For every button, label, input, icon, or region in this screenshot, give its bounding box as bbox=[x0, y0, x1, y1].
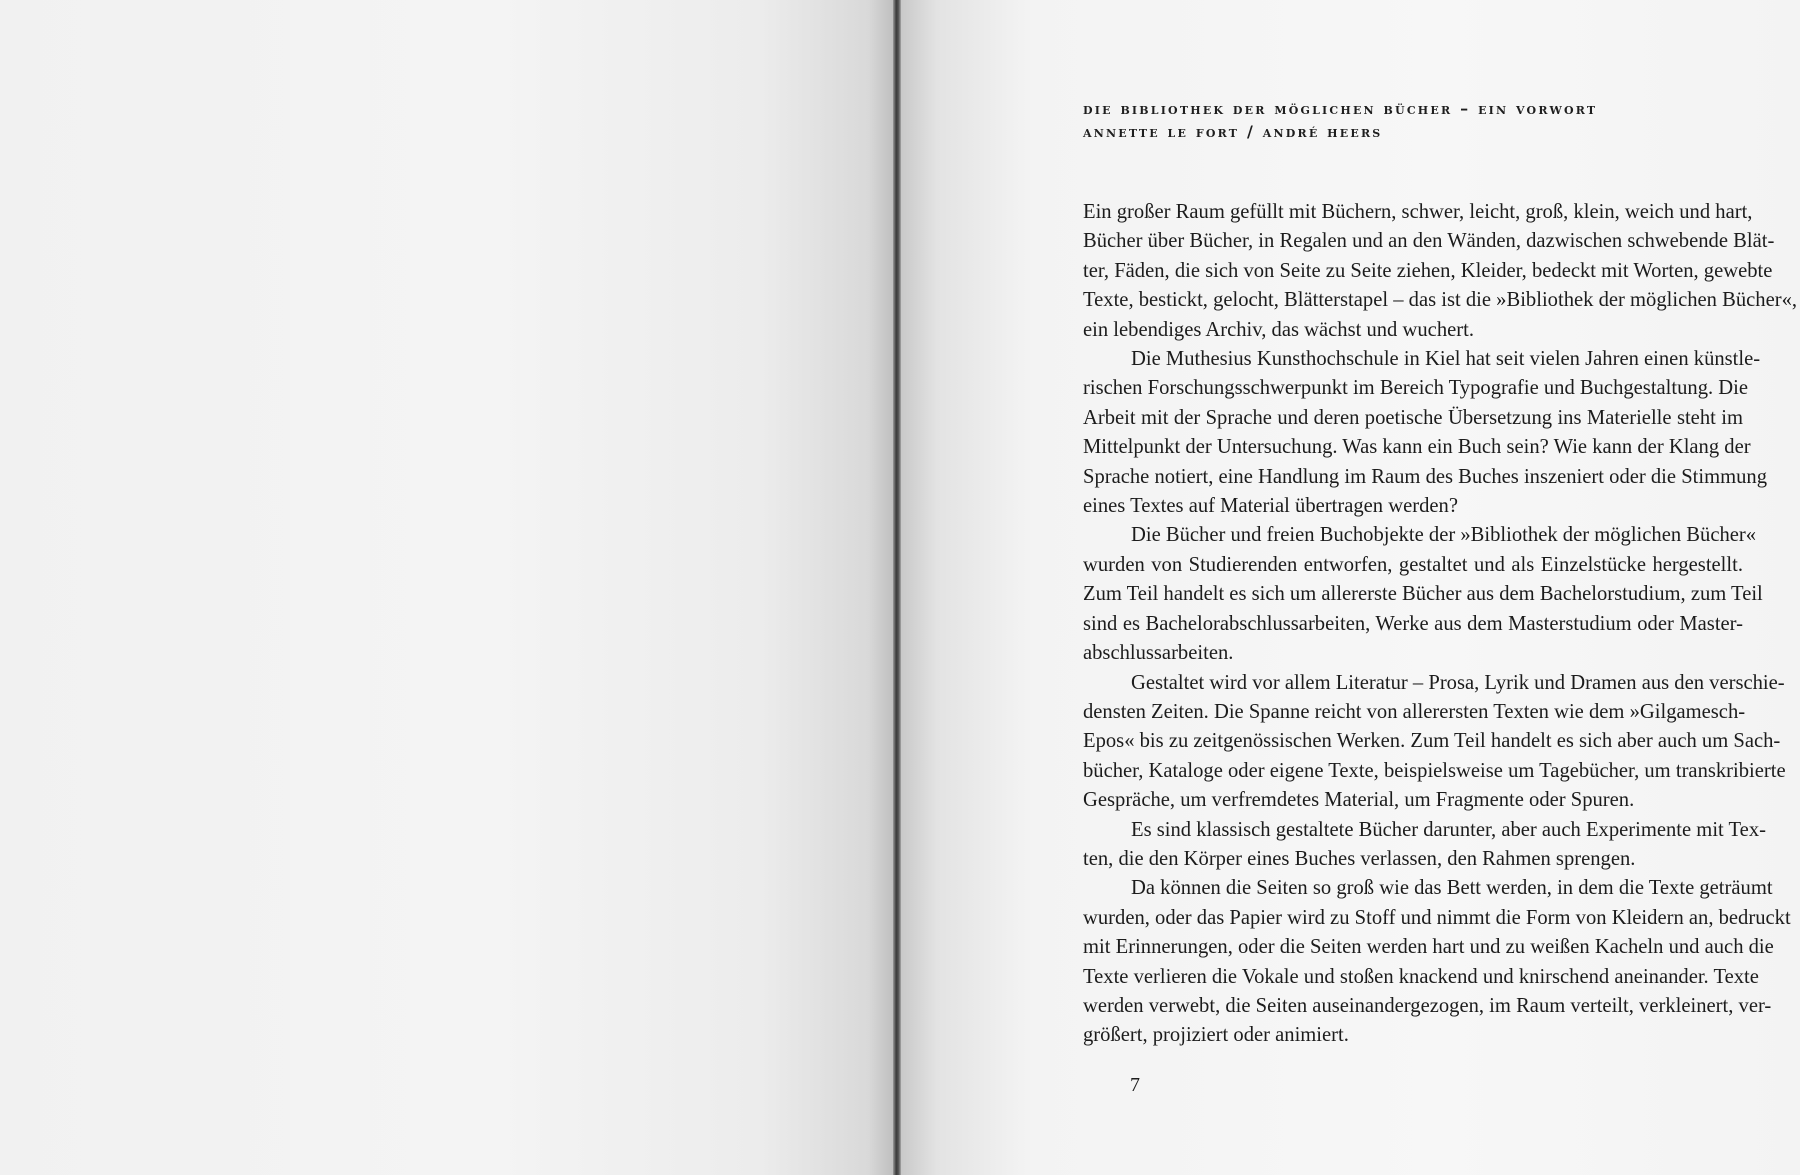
text-line: Zum Teil handelt es sich um allererste Bücher aus dem Bachelorstudium, zum Teil bbox=[1083, 583, 1763, 606]
text-line: Da können die Seiten so groß wie das Bett werden, in dem die Texte geträumt bbox=[1131, 877, 1773, 900]
text-line: ein lebendiges Archiv, das wächst und wuchert. bbox=[1083, 318, 1474, 341]
text-line: mit Erinnerungen, oder die Seiten werden hart und zu weißen Kacheln und auch die bbox=[1083, 936, 1774, 959]
text-line: Ein großer Raum gefüllt mit Büchern, schwer, leicht, groß, klein, weich und hart, bbox=[1083, 201, 1753, 223]
text-line: ten, die den Körper eines Buches verlassen, den Rahmen sprengen. bbox=[1083, 847, 1636, 870]
text-line: werden verwebt, die Seiten auseinandergezogen, im Raum verteilt, verkleinert, ver- bbox=[1083, 994, 1772, 1017]
text-line: Gespräche, um verfremdetes Material, um Fragmente oder Spuren. bbox=[1083, 789, 1635, 812]
text-line: eines Textes auf Material übertragen werden? bbox=[1083, 495, 1458, 518]
text-line: bücher, Kataloge oder eigene Texte, beispielsweise um Tagebücher, um transkribierte bbox=[1083, 759, 1786, 782]
text-line: Texte, bestickt, gelocht, Blätterstapel – das ist die »Bibliothek der möglichen Bücher«, bbox=[1083, 289, 1798, 312]
book-gutter bbox=[893, 0, 901, 1175]
text-line: Sprache notiert, eine Handlung im Raum des Buches inszeniert oder die Stimmung bbox=[1083, 465, 1768, 488]
text-line: Gestaltet wird vor allem Literatur – Prosa, Lyrik und Dramen aus den verschie- bbox=[1131, 671, 1785, 694]
text-line: densten Zeiten. Die Spanne reicht von allerersten Texten wie dem »Gilgamesch- bbox=[1083, 700, 1746, 723]
text-line: Bücher über Bücher, in Regalen und an den Wänden, dazwischen schwebende Blät- bbox=[1083, 230, 1775, 253]
text-line: sind es Bachelorabschlussarbeiten, Werke aus dem Masterstudium oder Master- bbox=[1083, 612, 1743, 635]
body-text bbox=[1083, 198, 1798, 1051]
text-line: wurden von Studierenden entworfen, gestaltet und als Einzelstücke hergestellt. bbox=[1083, 553, 1743, 576]
text-line: Epos« bis zu zeitgenössischen Werken. Zum Teil handelt es sich aber auch um Sach- bbox=[1083, 730, 1781, 753]
chapter-authors: annette le fort / andré heers bbox=[1083, 122, 1383, 141]
text-line: Die Muthesius Kunsthochschule in Kiel hat seit vielen Jahren einen künstle- bbox=[1131, 348, 1761, 371]
text-line: Mittelpunkt der Untersuchung. Was kann ein Buch sein? Wie kann der Klang der bbox=[1083, 436, 1751, 459]
page-number: 7 bbox=[1130, 1074, 1140, 1096]
text-line: rischen Forschungsschwerpunkt im Bereich Typografie und Buchgestaltung. Die bbox=[1083, 377, 1749, 400]
text-line: Texte verlieren die Vokale und stoßen knackend und knirschend aneinander. Texte bbox=[1083, 965, 1759, 988]
text-line: Arbeit mit der Sprache und deren poetische Übersetzung ins Materielle steht im bbox=[1083, 406, 1743, 429]
left-page-blank bbox=[0, 0, 895, 1175]
chapter-header bbox=[1083, 97, 1723, 143]
text-line: Die Bücher und freien Buchobjekte der »Bibliothek der möglichen Bücher« bbox=[1131, 524, 1757, 547]
text-line: ter, Fäden, die sich von Seite zu Seite ziehen, Kleider, bedeckt mit Worten, gewebte bbox=[1083, 259, 1773, 282]
text-line: abschlussarbeiten. bbox=[1083, 642, 1234, 665]
text-line: größert, projiziert oder animiert. bbox=[1083, 1024, 1349, 1047]
text-line: Es sind klassisch gestaltete Bücher darunter, aber auch Experimente mit Tex- bbox=[1131, 818, 1766, 841]
text-line: wurden, oder das Papier wird zu Stoff und nimmt die Form von Kleidern an, bedruckt bbox=[1083, 906, 1791, 929]
chapter-title: die bibliothek der möglichen bücher – ein vorwort bbox=[1083, 99, 1598, 118]
